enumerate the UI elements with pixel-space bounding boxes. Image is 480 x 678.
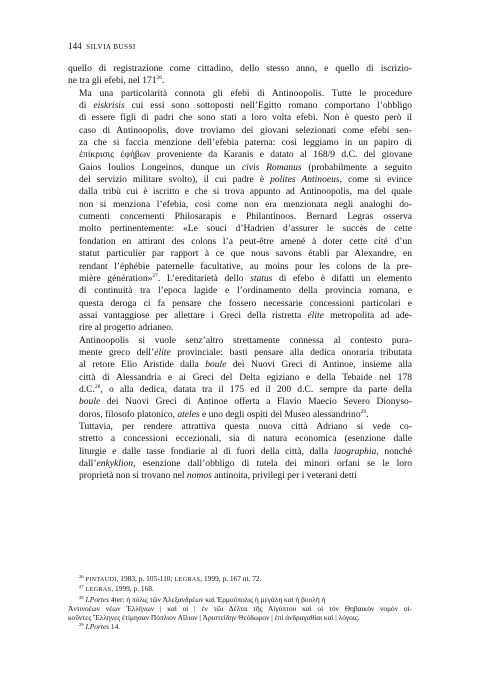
text-line: liturgie e dalle tasse fondiarie al di fuori della città, dalla laographia, nonché: [79, 445, 412, 457]
text-line: za che si faccia menzione dell’efebia paterna: così leggiamo in un papiro di: [79, 137, 412, 149]
text-line: statut particulier par rapport à ce que nous savons établi par Alexandre, en: [79, 248, 412, 260]
footnote: $^{26}$ PINTAUDI, 1983, p. 105-110; LEGRAS, 1999, p. 167 nt. 72.: [79, 574, 262, 583]
text-line: del servizio militare svolto), il cui padre è polites Antinoeus, come si evince: [79, 174, 412, 186]
paragraph: [68, 335, 412, 421]
text-line: non si menziona l’efebia, così come non era menzionata negli analoghi do-: [79, 198, 412, 210]
paragraph: [68, 421, 412, 483]
paragraph: [68, 63, 412, 88]
text-line: doros, filosofo platonico, ateles e uno degli ospiti del Museo alessandrino$^{29}$.: [79, 408, 369, 420]
main-text: [68, 63, 412, 483]
text-line: assai vantaggiose per allettare i Greci della ristretta élite metropolita ad ade-: [79, 309, 412, 321]
text-line: questa deroga ci fa pensare che fossero necessarie concessioni particolari e: [79, 297, 412, 309]
text-line: caso di Antinoopolis, dove troviamo dei giovani selezionati come efebi sen-: [79, 124, 412, 136]
text-line: stretto a concessioni eccezionali, sia di natura economica (esenzione dalle: [79, 433, 412, 445]
text-line: cumenti concernenti Philosarapis e Philantinoos. Bernard Legras osserva: [79, 211, 412, 223]
text-line: Gaios Ioulios Longeinos, dunque un civis Romanus (probabilmente a seguito: [79, 161, 412, 173]
text-line: città di Alessandria e ai Greci del Delta egiziano e della Tebaide nel 178: [79, 371, 412, 383]
text-line: mière génération»$^{27}$. L’ereditarietà dello status di efebo è difatti un elemento: [79, 272, 412, 284]
footnote-ref: 27: [152, 272, 158, 279]
paragraph: [68, 88, 412, 335]
footnote-ref: 26: [156, 75, 163, 82]
text-line: ἐπίκρισις ἐφήβων proveniente da Karanis e datato al 168/9 d.C. del giovane: [79, 149, 412, 161]
text-line: Ma una particolarità connota gli efebi di Antinoopolis. Tutte le procedure: [79, 87, 412, 99]
text-line: quello di registrazione come cittadino, dello stesso anno, e quello di iscrizio-: [68, 63, 412, 74]
footnotes: [68, 574, 412, 632]
page-number: 144: [68, 41, 82, 51]
text-line: di essere figli di padri che sono stati a loro volta efebi. Non è questo però il: [79, 112, 412, 124]
footnote-number: 28: [79, 594, 84, 600]
footnote: $^{29}$ I.Portes 14.: [79, 622, 121, 632]
text-line: di continuità tra l’epoca lagide e l’ordinamento della provincia romana, e: [79, 285, 412, 297]
running-header: [68, 41, 136, 51]
text-line: Antinoopolis si vuole senz’altro strettamente connessa al contesto pura-: [79, 334, 412, 346]
footnote-number: 27: [79, 584, 84, 590]
text-line: di eiskrisis cui essi sono sottoposti nell’Egitto romano comportano l’obbligo: [79, 100, 412, 112]
text-line: al retore Elio Aristide dalla boule dei Nuovi Greci di Antinoe, insieme alla: [79, 359, 412, 371]
footnote-number: 26: [79, 574, 84, 579]
footnote-number: 29: [79, 622, 84, 628]
text-line: mente greco dell’élite provinciale: basti pensare alla dedica onoraria tributata: [79, 346, 412, 358]
text-line: dalla tribù cui è iscritto e che si trova appunto ad Antinoopolis, ma del quale: [79, 186, 412, 198]
text-line: ne tra gli efebi, nel $171^{26}$.: [68, 75, 165, 87]
text-line: proprietà non si trovano nel nomos antinoita, privilegi per i veterani detti: [79, 470, 357, 482]
running-author: SILVIA BUSSI: [86, 43, 136, 51]
text-line: dall’enkyklion, esenzione dall’obbligo di tutela dei minori orfani se le loro: [79, 458, 412, 469]
footnote-ref: 28: [94, 383, 101, 390]
footnote-ref: 29: [360, 408, 367, 415]
text-line: fondation en attirant des colons l’a peut-être amené à doter cette cité d’un: [79, 235, 412, 247]
text-line: boule dei Nuovi Greci di Antinoe offerta a Flavio Maecio Severo Dionyso-: [79, 396, 412, 408]
text-line: molto pertinentemente: «Le souci d’Hadrien d’assurer le succès de cette: [79, 223, 412, 235]
text-line: rire al progetto adrianeo.: [79, 322, 174, 334]
footnote: $^{28}$ I.Portes 4ter: ἡ πόλις τῶν Ἀλεξανδρέων καὶ Ἑρμούπολις ἡ μεγάλη καὶ ἡ βουλὴ ἡ Ἀντινοέων νέων Ἑλλήνων | καὶ οἱ | ἐν τῶι Δέλτα τῆς Αἰγύπτου καὶ οἱ τὸν Θηβαικὸν νομὸν οἰ- κοῦντες Ἕλληνες ἐτίμησαν Πόπλιον Αἴλιον | Ἀριστείδην Θεόδωρον | ἐπὶ ἀνδραγαθίαι καὶ | λόγοις.: [68, 594, 412, 623]
text-line: Tuttavia, per rendere attrattiva questa nuova città Adriano si vede co-: [79, 420, 412, 432]
footnote: $^{27}$ LEGRAS, 1999, p. 168.: [79, 584, 154, 594]
text-line: rendant l’éphébie paternelle facultative, au moins pour les colons de la pre-: [79, 260, 412, 272]
text-line: d.C.$^{28}$, o alla dedica, datata tra il 175 ed il 200 d.C. sempre da parte della: [79, 383, 412, 395]
